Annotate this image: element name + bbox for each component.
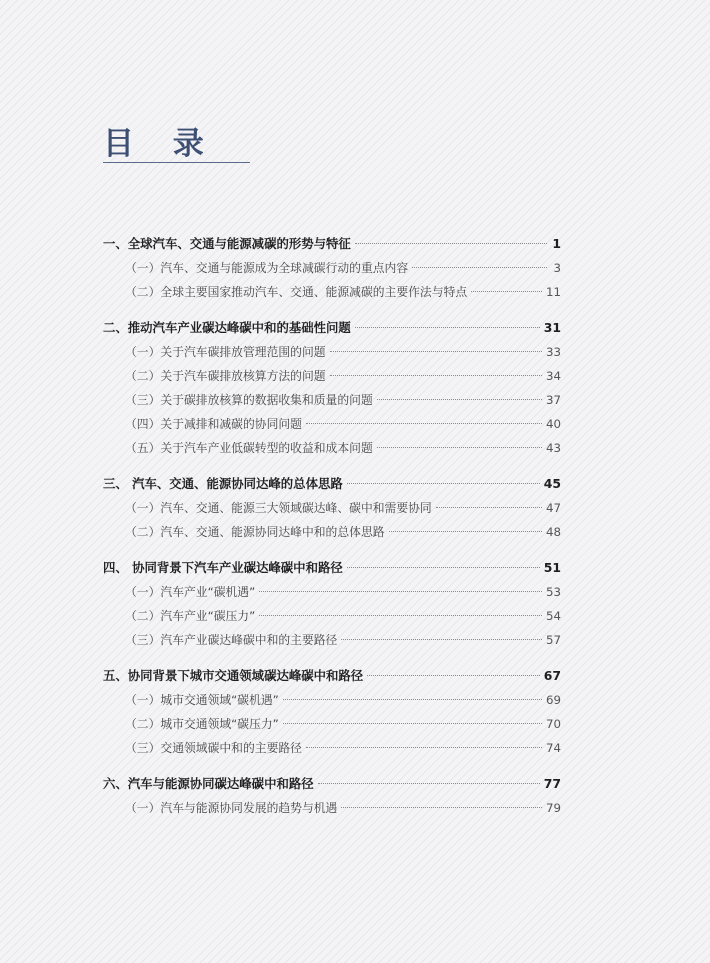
toc-subsection[interactable] xyxy=(103,280,561,304)
toc-subsection-page-number: 34 xyxy=(545,369,561,383)
toc-subsection-label: （一）汽车与能源协同发展的趋势与机遇 xyxy=(125,801,338,815)
toc-subsection-label: （一）汽车、交通与能源成为全球减碳行动的重点内容 xyxy=(125,261,409,275)
toc-chapter-label: 一、全球汽车、交通与能源减碳的形势与特征 xyxy=(103,236,351,251)
toc-subsection-page-number: 3 xyxy=(553,261,561,275)
toc-section xyxy=(103,772,561,820)
toc-subsection-label: （四）关于减排和减碳的协同问题 xyxy=(125,417,302,431)
toc-subsection[interactable] xyxy=(103,688,561,712)
toc-chapter-page-number: 67 xyxy=(543,668,561,683)
toc-chapter-page-number: 77 xyxy=(543,776,561,791)
toc-chapter[interactable] xyxy=(103,556,561,580)
toc-subsection-page-number: 57 xyxy=(545,633,561,647)
dot-leader xyxy=(306,747,542,748)
dot-leader xyxy=(377,447,542,448)
toc-subsection[interactable] xyxy=(103,496,561,520)
dot-leader xyxy=(377,399,542,400)
toc-subsection-page-number: 69 xyxy=(545,693,561,707)
toc-chapter[interactable] xyxy=(103,472,561,496)
dot-leader xyxy=(389,531,542,532)
dot-leader xyxy=(330,375,542,376)
toc-section xyxy=(103,664,561,760)
toc-section xyxy=(103,316,561,460)
toc-subsection[interactable] xyxy=(103,340,561,364)
toc-subsection-page-number: 40 xyxy=(545,417,561,431)
toc-section xyxy=(103,472,561,544)
toc-subsection[interactable] xyxy=(103,256,561,280)
dot-leader xyxy=(306,423,542,424)
dot-leader xyxy=(283,723,542,724)
toc-subsection-page-number: 11 xyxy=(545,285,561,299)
toc-chapter-label: 六、汽车与能源协同碳达峰碳中和路径 xyxy=(103,776,314,791)
toc-subsection-label: （三）汽车产业碳达峰碳中和的主要路径 xyxy=(125,633,338,647)
toc-chapter[interactable] xyxy=(103,664,561,688)
toc-subsection-label: （一）汽车产业“碳机遇” xyxy=(125,585,256,599)
toc-subsection[interactable] xyxy=(103,412,561,436)
toc-subsection-page-number: 33 xyxy=(545,345,561,359)
dot-leader xyxy=(355,327,540,328)
toc-subsection-label: （三）交通领域碳中和的主要路径 xyxy=(125,741,302,755)
toc-subsection-label: （一）关于汽车碳排放管理范围的问题 xyxy=(125,345,326,359)
toc-section xyxy=(103,556,561,652)
toc-subsection-page-number: 70 xyxy=(545,717,561,731)
toc-subsection-label: （二）城市交通领域“碳压力” xyxy=(125,717,279,731)
toc-subsection-label: （三）关于碳排放核算的数据收集和质量的问题 xyxy=(125,393,373,407)
toc-chapter-page-number: 31 xyxy=(543,320,561,335)
toc-subsection-label: （二）关于汽车碳排放核算方法的问题 xyxy=(125,369,326,383)
toc-subsection-page-number: 79 xyxy=(545,801,561,815)
toc-chapter-page-number: 1 xyxy=(552,236,561,251)
dot-leader xyxy=(436,507,542,508)
dot-leader xyxy=(318,783,540,784)
toc-chapter-label: 二、推动汽车产业碳达峰碳中和的基础性问题 xyxy=(103,320,351,335)
dot-leader xyxy=(355,243,547,244)
toc-chapter-label: 四、 协同背景下汽车产业碳达峰碳中和路径 xyxy=(103,560,343,575)
toc-subsection-page-number: 48 xyxy=(545,525,561,539)
toc-subsection[interactable] xyxy=(103,364,561,388)
toc-subsection-label: （二）全球主要国家推动汽车、交通、能源减碳的主要作法与特点 xyxy=(125,285,468,299)
dot-leader xyxy=(347,483,540,484)
toc-subsection-page-number: 43 xyxy=(545,441,561,455)
toc-subsection-label: （二）汽车、交通、能源协同达峰中和的总体思路 xyxy=(125,525,385,539)
toc-subsection[interactable] xyxy=(103,388,561,412)
dot-leader xyxy=(412,267,547,268)
toc-subsection[interactable] xyxy=(103,580,561,604)
toc-subsection-page-number: 54 xyxy=(545,609,561,623)
toc-chapter-label: 五、协同背景下城市交通领域碳达峰碳中和路径 xyxy=(103,668,364,683)
toc-subsection[interactable] xyxy=(103,712,561,736)
toc-subsection-page-number: 37 xyxy=(545,393,561,407)
table-of-contents xyxy=(103,232,561,832)
dot-leader xyxy=(471,291,542,292)
dot-leader xyxy=(367,675,540,676)
dot-leader xyxy=(347,567,540,568)
toc-subsection[interactable] xyxy=(103,628,561,652)
dot-leader xyxy=(330,351,542,352)
toc-subsection-page-number: 47 xyxy=(545,501,561,515)
page-title: 目 录 xyxy=(103,126,218,162)
toc-subsection[interactable] xyxy=(103,436,561,460)
toc-chapter[interactable] xyxy=(103,232,561,256)
dot-leader xyxy=(259,615,542,616)
toc-chapter-page-number: 51 xyxy=(543,560,561,575)
toc-chapter-page-number: 45 xyxy=(543,476,561,491)
toc-subsection[interactable] xyxy=(103,796,561,820)
toc-subsection-label: （二）汽车产业“碳压力” xyxy=(125,609,256,623)
toc-subsection-page-number: 53 xyxy=(545,585,561,599)
dot-leader xyxy=(341,639,542,640)
dot-leader xyxy=(341,807,542,808)
dot-leader xyxy=(259,591,542,592)
toc-chapter[interactable] xyxy=(103,772,561,796)
dot-leader xyxy=(283,699,542,700)
toc-chapter-label: 三、 汽车、交通、能源协同达峰的总体思路 xyxy=(103,476,343,491)
toc-subsection-label: （五）关于汽车产业低碳转型的收益和成本问题 xyxy=(125,441,373,455)
toc-subsection-label: （一）汽车、交通、能源三大领域碳达峰、碳中和需要协同 xyxy=(125,501,432,515)
toc-subsection[interactable] xyxy=(103,520,561,544)
toc-subsection[interactable] xyxy=(103,604,561,628)
toc-subsection[interactable] xyxy=(103,736,561,760)
toc-subsection-label: （一）城市交通领域“碳机遇” xyxy=(125,693,279,707)
toc-subsection-page-number: 74 xyxy=(545,741,561,755)
title-underline xyxy=(103,162,250,163)
toc-section xyxy=(103,232,561,304)
toc-chapter[interactable] xyxy=(103,316,561,340)
